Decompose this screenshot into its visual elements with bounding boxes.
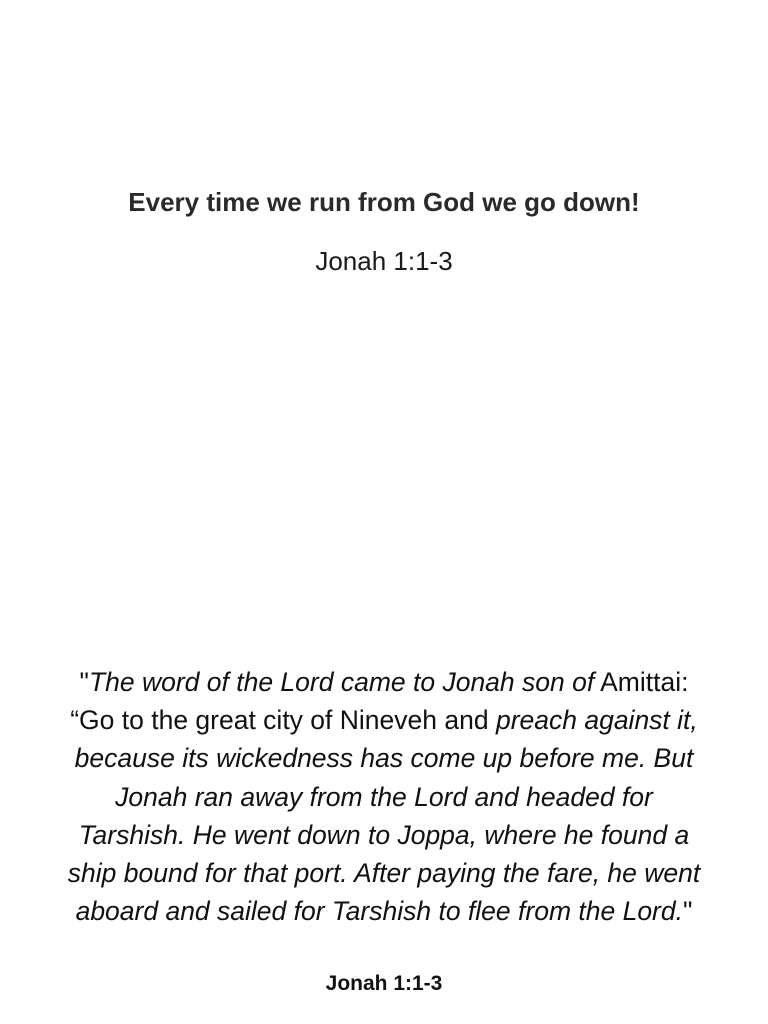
- quote-text-body: preach against it, because its wickedness has come up before me. But Jonah ran away from the Lord and headed for Tarshish. He went down to Joppa, where he found a ship bound for that port. After paying the fare, he went aboard and sailed for Tarshish to flee from the Lord.: [67, 705, 701, 927]
- quote-close-mark: ": [682, 896, 693, 927]
- quote-text-line1: The word of the Lord came to Jonah son of: [88, 667, 595, 697]
- scripture-reference: Jonah 1:1-3: [315, 246, 453, 276]
- quote-text-line2: Amittai: “Go to the great city of Nineveh and: [70, 667, 689, 736]
- quote-citation: Jonah 1:1-3: [325, 972, 443, 995]
- quote-open-mark: ": [79, 667, 89, 697]
- page-title: Every time we run from God we go down!: [128, 187, 640, 217]
- scripture-quote: [64, 663, 704, 930]
